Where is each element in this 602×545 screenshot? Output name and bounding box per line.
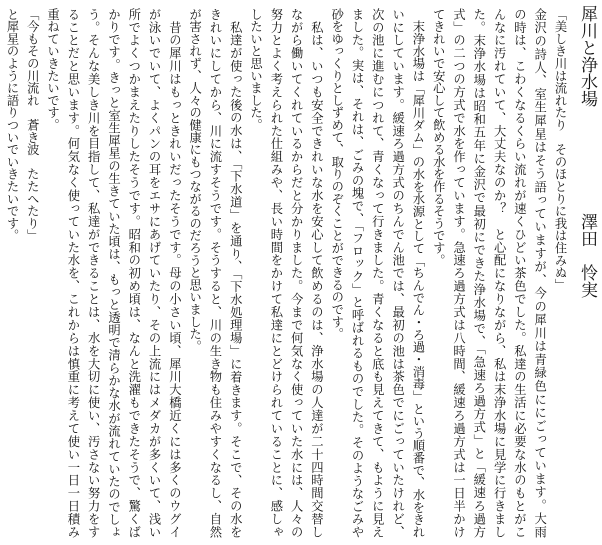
- text-line: 次の池に進むにつれて、青くなって行きました。青くなると底も見えてきて、もように見え: [370, 8, 385, 538]
- author-name: 澤田 怜実: [577, 213, 597, 298]
- text-line: 昔の犀川はもっときれいだったそうです。母の小さい頃、犀川大橋近くには多くのウグイ: [167, 8, 182, 538]
- text-line: 所でよくつかまえたりしたそうです。昭和の初め頃は、なんと洗濯もできたそうで、驚くば: [126, 8, 141, 538]
- text-line: が害されず、人々の健康にもつながるのだろうと思いました。: [187, 8, 202, 353]
- text-line: いにしています。緩速ろ過方式のちんでん池では、最初の池は茶色でにごっていたけれど、: [390, 8, 405, 538]
- text-line: が泳いでいて、よくパンの耳をエサにあげていたり、その上流にはメダカが多くいて、浅い: [147, 8, 162, 538]
- text-line: 金沢の詩人、室生犀星はそう語っていますが、今の犀川は青緑色ににごっています。大雨: [532, 8, 547, 538]
- text-line: う。そんな美しき川を目指して、私達ができることは、水を大切に使い、汚さない努力をす: [86, 8, 101, 538]
- text-line: 私は、いつも安全できれいな水を安心して飲めるのは、浄水場の人達が二十四時間交替し: [309, 8, 324, 538]
- text-line: かりです。きっと室生犀星の生きていた頃は、もっと透明で清らかな水が流れていたのでしょ: [106, 8, 121, 538]
- text-line: 重ねていきたいです。: [45, 8, 60, 131]
- text-line: 私達が使った後の水は、「下水道」を通り、「下水処理場」に着きます。そこで、その水を: [228, 8, 243, 538]
- text-line: 砂をゆっくりとしずめて、取りのぞくことができるのです。: [329, 8, 344, 341]
- text-line: 努力とよく考えられた仕組みや、長い時間をかけて私達にとどけられていることに、感しゃ: [268, 8, 283, 538]
- text-line: したいと思いました。: [248, 8, 263, 131]
- page-title: 犀川と浄水場: [577, 5, 597, 107]
- text-line: 式」の二つの方式で水を作っています。急速ろ過方式は八時間、緩速ろ過方式は一日半かけ: [451, 8, 466, 538]
- text-line: の時は、こわくなるくらい流れが速くひどい茶色でした。私達の生活に必要な水のもとがこ: [512, 8, 527, 538]
- text-line: 「美しき川は流れたり そのほとりに我は住みぬ」: [553, 8, 567, 291]
- text-line: ることだと思います。何気なく使っていた水を、これからは慎重に考えて使い一日一日積み: [65, 8, 80, 538]
- text-line: んなに汚れていて、大丈夫なのか？ と心配になりながら、私は末浄水場に見学に行きまし: [492, 8, 507, 538]
- essay-body: [2, 8, 570, 538]
- text-line: た。末浄水場は昭和五年に金沢で最初にできた浄水場で、「急速ろ過方式」と「緩速ろ過方: [471, 8, 486, 538]
- text-line: 末浄水場は「犀川ダム」の水を水源として「ちんでん・ろ過・消毒」という順番で、水をきれ: [410, 8, 425, 538]
- text-line: と犀星のように語りついでいきたいです。: [4, 8, 19, 242]
- text-line: きれいにしてから、川に流すそうです。そうすると、川の生き物も住みやすくなるし、自然: [207, 8, 222, 538]
- text-line: ました。実は、それは、ごみの塊で、「フロック」と呼ばれるものでした。そのようなごみや: [350, 8, 365, 538]
- text-line: てきれいで安心して飲める水を作るそうです。: [431, 8, 446, 267]
- text-line: ながら働いてくれているからだと分かりました。今まで何気なく使っていた水には、人々の: [289, 8, 304, 538]
- text-line: 「今もその川流れ 蒼き波 たたへたり」: [25, 8, 40, 242]
